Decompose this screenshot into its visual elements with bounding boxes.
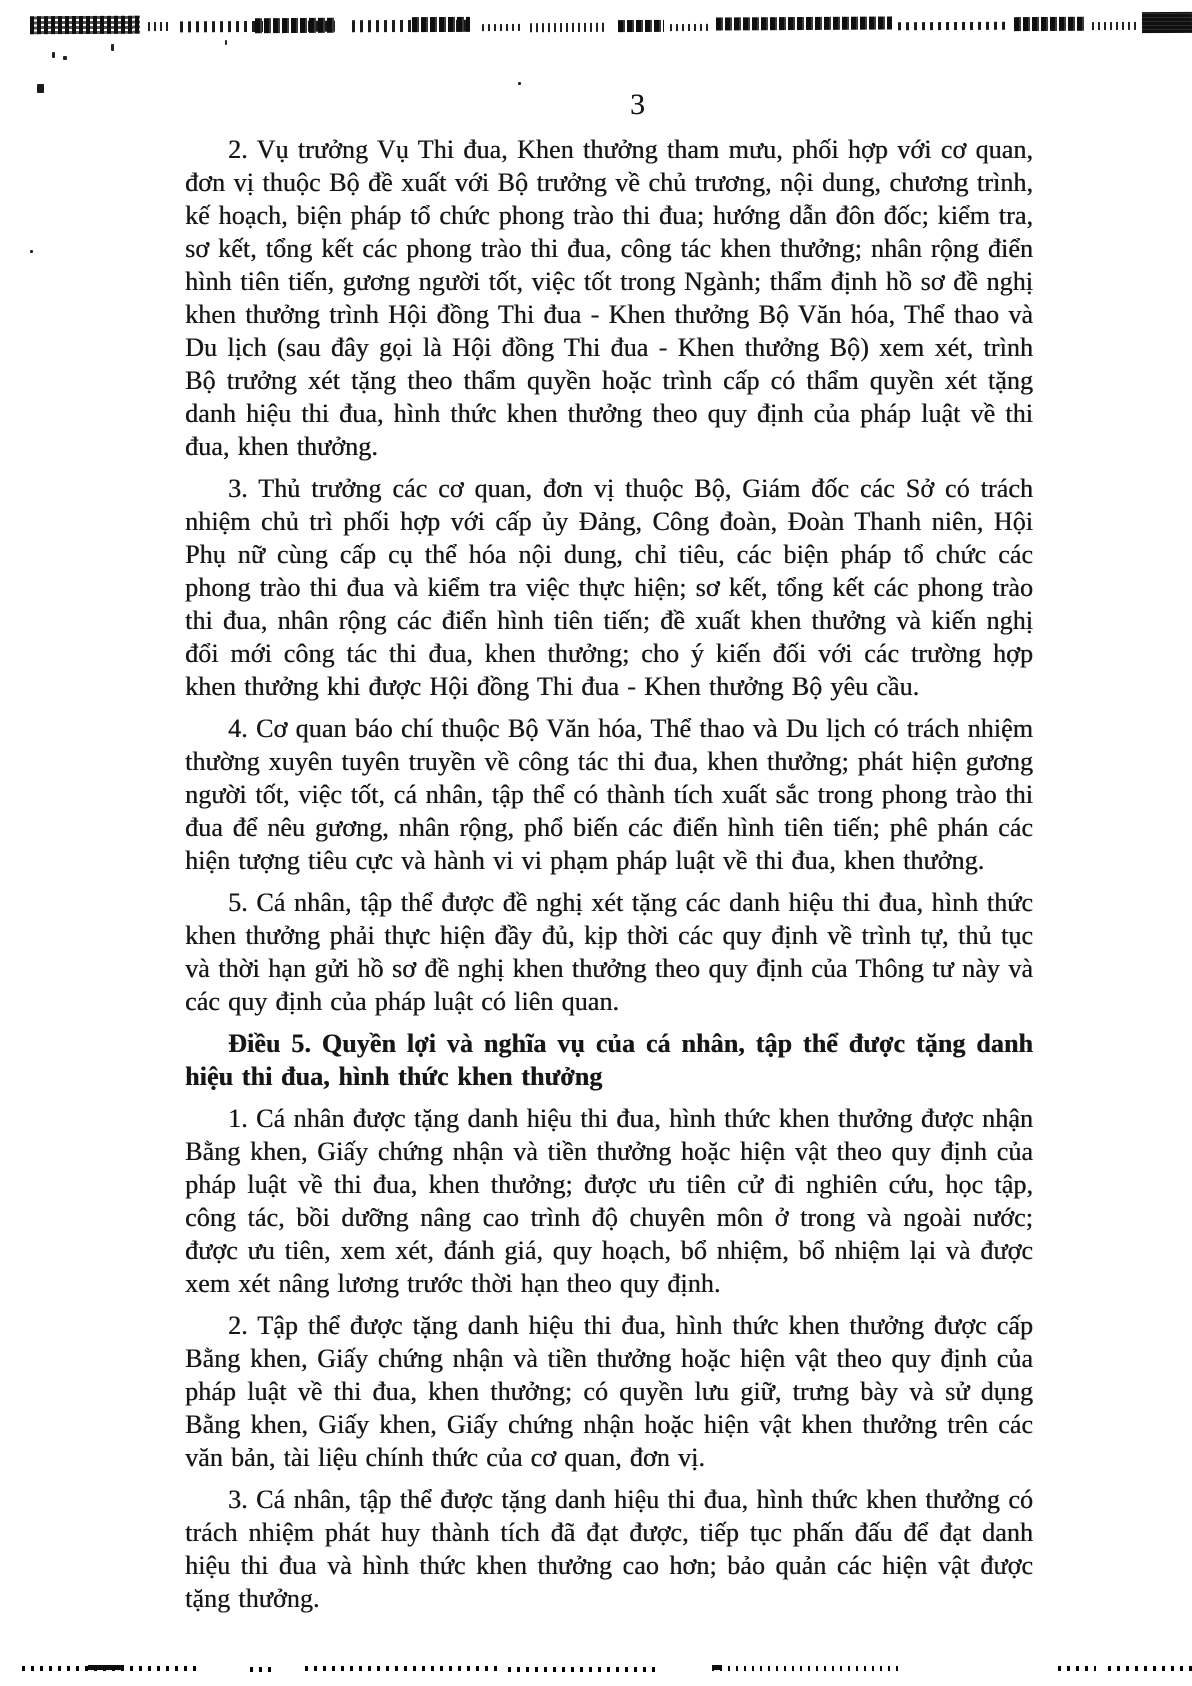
paragraph-item-3: 3. Thủ trưởng các cơ quan, đơn vị thuộc Bộ, Giám đốc các Sở có trách nhiệm chủ trì phối hợp với cấp ủy Đảng, Công đoàn, Đoàn Thanh niên, Hội Phụ nữ cùng cấp cụ thể hóa nội dung, chỉ tiêu, các biện pháp tổ chức các phong trào thi đua và kiểm tra việc thực hiện; sơ kết, tổng kết các phong trào thi đua, nhân rộng các điển hình tiên tiến; đề xuất khen thưởng và kiến nghị đổi mới công tác thi đua, khen thưởng; cho ý kiến đối với các trường hợp khen thưởng khi được Hội đồng Thi đua - Khen thưởng Bộ yêu cầu. <box>185 474 1033 701</box>
scan-noise-fragment <box>412 17 470 32</box>
scan-noise-fragment <box>30 16 140 35</box>
scan-noise-fragment <box>712 1665 722 1670</box>
scan-noise-fragment <box>618 20 664 32</box>
margin-speck <box>225 40 227 45</box>
scan-noise-fragment <box>88 1665 124 1670</box>
scan-noise-fragment <box>1014 17 1086 31</box>
scan-noise-fragment <box>898 22 1010 31</box>
scan-noise-fragment <box>1058 1666 1096 1671</box>
article5-item-2: 2. Tập thể được tặng danh hiệu thi đua, hình thức khen thưởng được cấp Bằng khen, Giấy chứng nhận và tiền thưởng hoặc hiện vật theo quy định của pháp luật về thi đua, khen thưởng; có quyền lưu giữ, trưng bày và sử dụng Bằng khen, Giấy khen, Giấy chứng nhận hoặc hiện vật khen thưởng trên các văn bản, tài liệu chính thức của cơ quan, đơn vị. <box>185 1311 1033 1472</box>
scan-noise-fragment <box>1142 12 1192 33</box>
scan-noise-fragment <box>670 24 708 31</box>
scan-noise-fragment <box>255 18 335 33</box>
scan-noise-fragment <box>530 23 608 32</box>
paragraph-item-4: 4. Cơ quan báo chí thuộc Bộ Văn hóa, Thể thao và Du lịch có trách nhiệm thường xuyên tuyên truyền về công tác thi đua, khen thưởng; phát hiện gương người tốt, việc tốt, cá nhân, tập thể có thành tích xuất sắc trong phong trào thi đua để nêu gương, nhân rộng, phổ biến các điển hình tiên tiến; phê phán các hiện tượng tiêu cực và hành vi vi phạm pháp luật về thi đua, khen thưởng. <box>185 714 1033 875</box>
document-body <box>185 133 1033 1624</box>
article5-item-3: 3. Cá nhân, tập thể được tặng danh hiệu thi đua, hình thức khen thưởng có trách nhiệm phát huy thành tích đã đạt được, tiếp tục phấn đấu để đạt danh hiệu thi đua và hình thức khen thưởng cao hơn; bảo quản các hiện vật được tặng thưởng. <box>185 1485 1033 1613</box>
margin-speck <box>52 52 55 58</box>
margin-speck <box>518 82 521 85</box>
margin-speck <box>30 250 33 253</box>
scan-noise-fragment <box>716 17 892 31</box>
margin-speck <box>63 56 67 60</box>
article-5-heading: Điều 5. Quyền lợi và nghĩa vụ của cá nhân, tập thể được tặng danh hiệu thi đua, hình thức khen thưởng <box>185 1029 1033 1091</box>
scan-noise-fragment <box>508 1667 660 1672</box>
scan-noise-fragment <box>250 1667 274 1672</box>
paragraph-item-5: 5. Cá nhân, tập thể được đề nghị xét tặng các danh hiệu thi đua, hình thức khen thưởng phải thực hiện đầy đủ, kịp thời các quy định về trình tự, thủ tục và thời hạn gửi hồ sơ đề nghị khen thưởng theo quy định của Thông tư này và các quy định của pháp luật có liên quan. <box>185 888 1033 1016</box>
article5-item-1: 1. Cá nhân được tặng danh hiệu thi đua, hình thức khen thưởng được nhận Bằng khen, Giấy chứng nhận và tiền thưởng hoặc hiện vật theo quy định của pháp luật về thi đua, khen thưởng; được ưu tiên cử đi nghiên cứu, học tập, công tác, bồi dưỡng nâng cao trình độ chuyên môn ở trong và ngoài nước; được ưu tiên, xem xét, đánh giá, quy hoạch, bổ nhiệm, bổ nhiệm lại và được xem xét nâng lương trước thời hạn theo quy định. <box>185 1104 1033 1298</box>
margin-speck <box>37 84 44 93</box>
scan-noise-fragment <box>712 1666 902 1671</box>
scan-noise-fragment <box>1108 1666 1192 1671</box>
paragraph-item-2: 2. Vụ trưởng Vụ Thi đua, Khen thưởng tham mưu, phối hợp với cơ quan, đơn vị thuộc Bộ đề xuất với Bộ trưởng về chủ trương, nội dung, chương trình, kế hoạch, biện pháp tổ chức phong trào thi đua; hướng dẫn đôn đốc; kiểm tra, sơ kết, tổng kết các phong trào thi đua, công tác khen thưởng; nhân rộng điển hình tiên tiến, gương người tốt, việc tốt trong Ngành; thẩm định hồ sơ đề nghị khen thưởng trình Hội đồng Thi đua - Khen thưởng Bộ Văn hóa, Thể thao và Du lịch (sau đây gọi là Hội đồng Thi đua - Khen thưởng Bộ) xem xét, trình Bộ trưởng xét tặng theo thẩm quyền hoặc trình cấp có thẩm quyền xét tặng danh hiệu thi đua, hình thức khen thưởng theo quy định của pháp luật về thi đua, khen thưởng. <box>185 135 1033 461</box>
scan-noise-fragment <box>305 1666 497 1671</box>
scan-noise-fragment <box>148 22 172 31</box>
scan-noise-fragment <box>482 24 522 31</box>
margin-speck <box>111 44 114 51</box>
scan-noise-fragment <box>1092 22 1136 30</box>
page-number: 3 <box>630 88 645 121</box>
